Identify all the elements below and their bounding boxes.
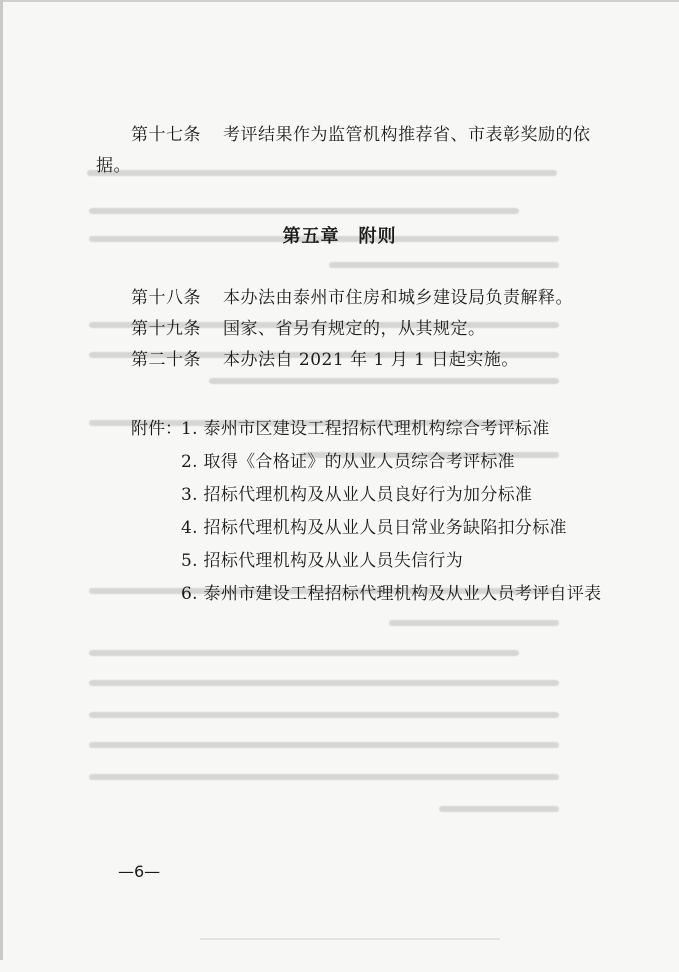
attachment-item-6: 6. 泰州市建设工程招标代理机构及从业人员考评自评表	[181, 584, 602, 604]
article-17-continuation: 据。	[96, 156, 131, 176]
article-17-text: 考评结果作为监管机构推荐省、市表彰奖励的依	[223, 125, 591, 145]
article-19-text: 国家、省另有规定的，从其规定。	[223, 319, 486, 339]
article-17	[131, 124, 591, 146]
article-18-text: 本办法由泰州市住房和城乡建设局负责解释。	[223, 288, 573, 308]
article-18-number: 第十八条	[131, 288, 201, 308]
attachment-item-1: 1. 泰州市区建设工程招标代理机构综合考评标准	[181, 419, 550, 439]
article-19	[131, 318, 486, 340]
attachment-item-2: 2. 取得《合格证》的从业人员综合考评标准	[181, 452, 515, 472]
page-number: —6—	[118, 862, 161, 881]
scan-bottom-shadow	[200, 938, 500, 940]
article-19-number: 第十九条	[131, 319, 201, 339]
article-20	[131, 349, 519, 371]
attachment-item-5: 5. 招标代理机构及从业人员失信行为	[181, 551, 464, 571]
article-17-number: 第十七条	[131, 125, 201, 145]
attachment-item-4: 4. 招标代理机构及从业人员日常业务缺陷扣分标准	[181, 518, 567, 538]
attachments-label: 附件：	[131, 419, 182, 439]
article-20-number: 第二十条	[131, 350, 201, 370]
article-18	[131, 287, 573, 309]
attachment-item-3: 3. 招标代理机构及从业人员良好行为加分标准	[181, 485, 533, 505]
chapter-5-heading: 第五章 附则	[282, 226, 397, 247]
article-20-text: 本办法自 2021 年 1 月 1 日起实施。	[223, 350, 519, 370]
